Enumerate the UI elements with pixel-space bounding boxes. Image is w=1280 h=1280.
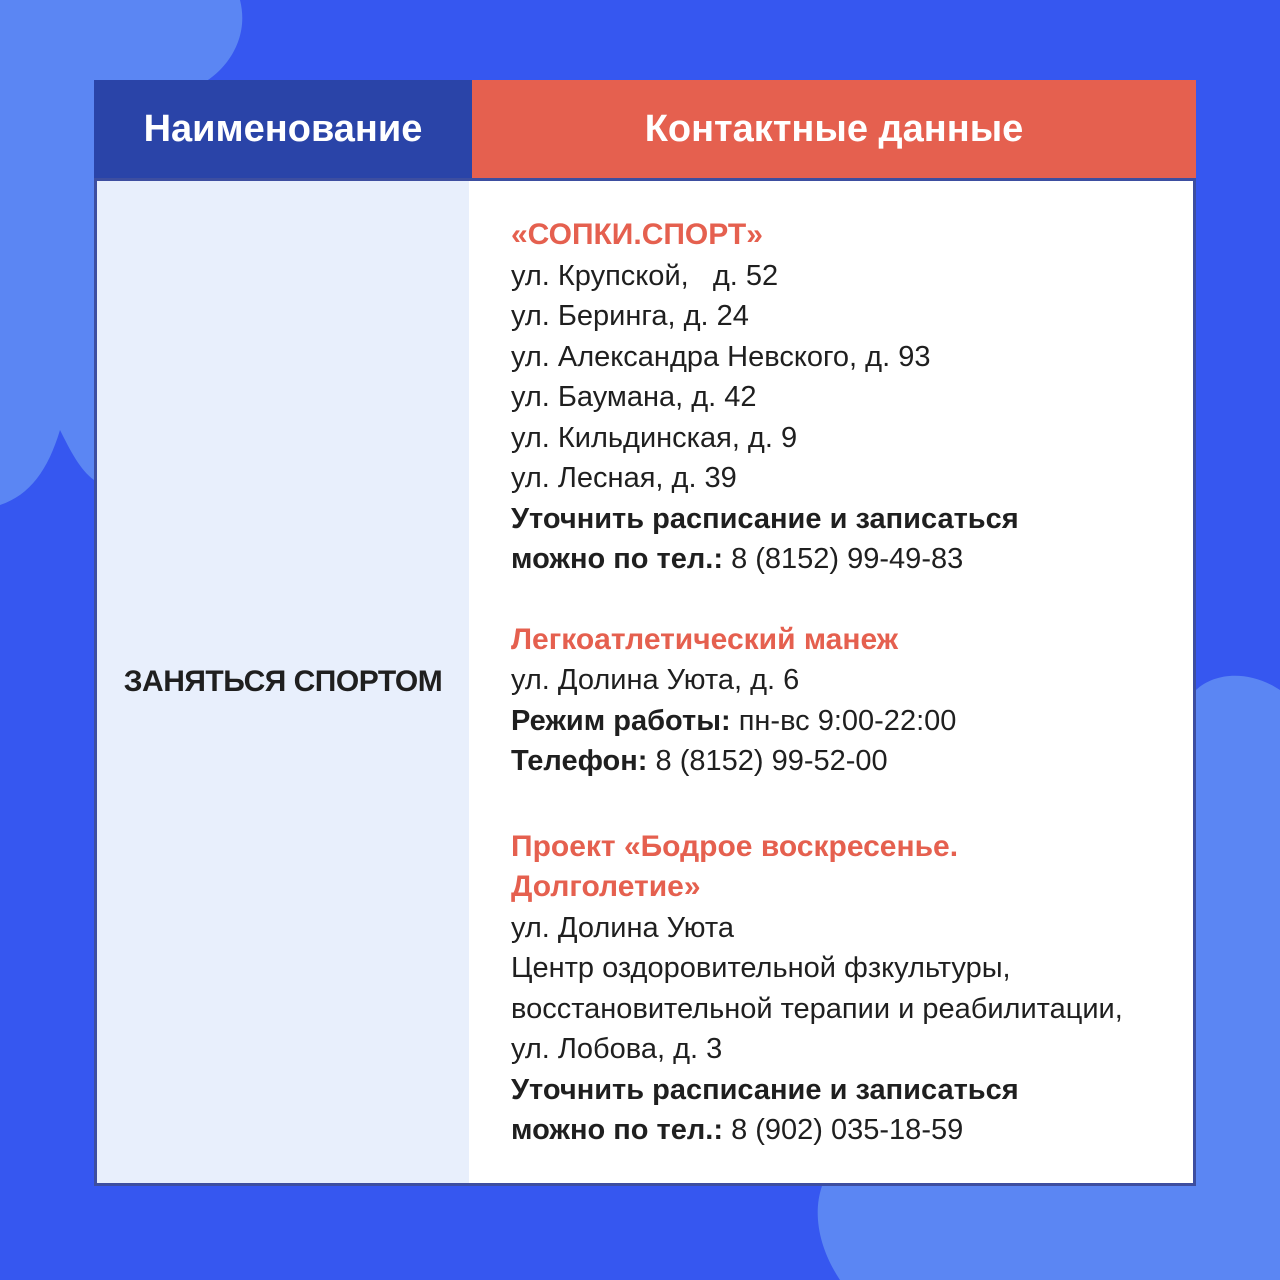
org-title-continued: Долголетие» xyxy=(511,870,701,903)
contacts-table xyxy=(94,80,1196,1186)
category-cell xyxy=(94,178,472,1186)
phone-line xyxy=(511,539,1153,580)
phone-label: Телефон: xyxy=(511,745,648,777)
phone-line xyxy=(511,741,1153,782)
address-line: ул. Долина Уюта xyxy=(511,911,734,944)
phone-value: 8 (902) 035-18-59 xyxy=(723,1114,964,1146)
address-line: ул. Долина Уюта, д. 6 xyxy=(511,664,800,696)
contacts-content xyxy=(511,215,1153,1151)
org-block-sopki xyxy=(511,215,1153,580)
phone-value: 8 (8152) 99-52-00 xyxy=(647,745,888,777)
org-title: «СОПКИ.СПОРТ» xyxy=(511,218,763,251)
contacts-cell xyxy=(469,178,1196,1186)
address-line: ул. Лесная, д. 39 xyxy=(511,462,737,494)
address-line: ул. Лобова, д. 3 xyxy=(511,1033,723,1065)
phone-line xyxy=(511,1110,1153,1151)
phone-label: можно по тел.: xyxy=(511,543,724,575)
address-line: восстановительной терапии и реабилитации, xyxy=(511,992,1123,1025)
hours-value: пн-вс 9:00-22:00 xyxy=(730,704,957,737)
header-name: Наименование xyxy=(94,80,472,178)
address-line: ул. Александра Невского, д. 93 xyxy=(511,340,931,373)
hours-line xyxy=(511,701,1153,742)
address-line: Центр оздоровительной фзкультуры, xyxy=(511,952,1011,984)
hours-label: Режим работы: xyxy=(511,704,731,737)
phone-label: можно по тел.: xyxy=(511,1114,724,1146)
org-title: Проект «Бодрое воскресенье. xyxy=(511,829,959,863)
phone-value: 8 (8152) 99-49-83 xyxy=(723,543,964,575)
address-line: ул. Кильдинская, д. 9 xyxy=(511,421,798,454)
org-block-arena xyxy=(511,620,1153,782)
org-block-project xyxy=(511,827,1153,1151)
schedule-info: Уточнить расписание и записаться xyxy=(511,502,1019,535)
address-line: ул. Крупской, д. 52 xyxy=(511,259,779,292)
header-contacts: Контактные данные xyxy=(472,80,1196,178)
address-line: ул. Беринга, д. 24 xyxy=(511,300,749,332)
category-label: ЗАНЯТЬСЯ СПОРТОМ xyxy=(123,665,443,698)
schedule-info: Уточнить расписание и записаться xyxy=(511,1073,1019,1106)
address-line: ул. Баумана, д. 42 xyxy=(511,381,757,413)
org-title: Легкоатлетический манеж xyxy=(511,622,899,656)
